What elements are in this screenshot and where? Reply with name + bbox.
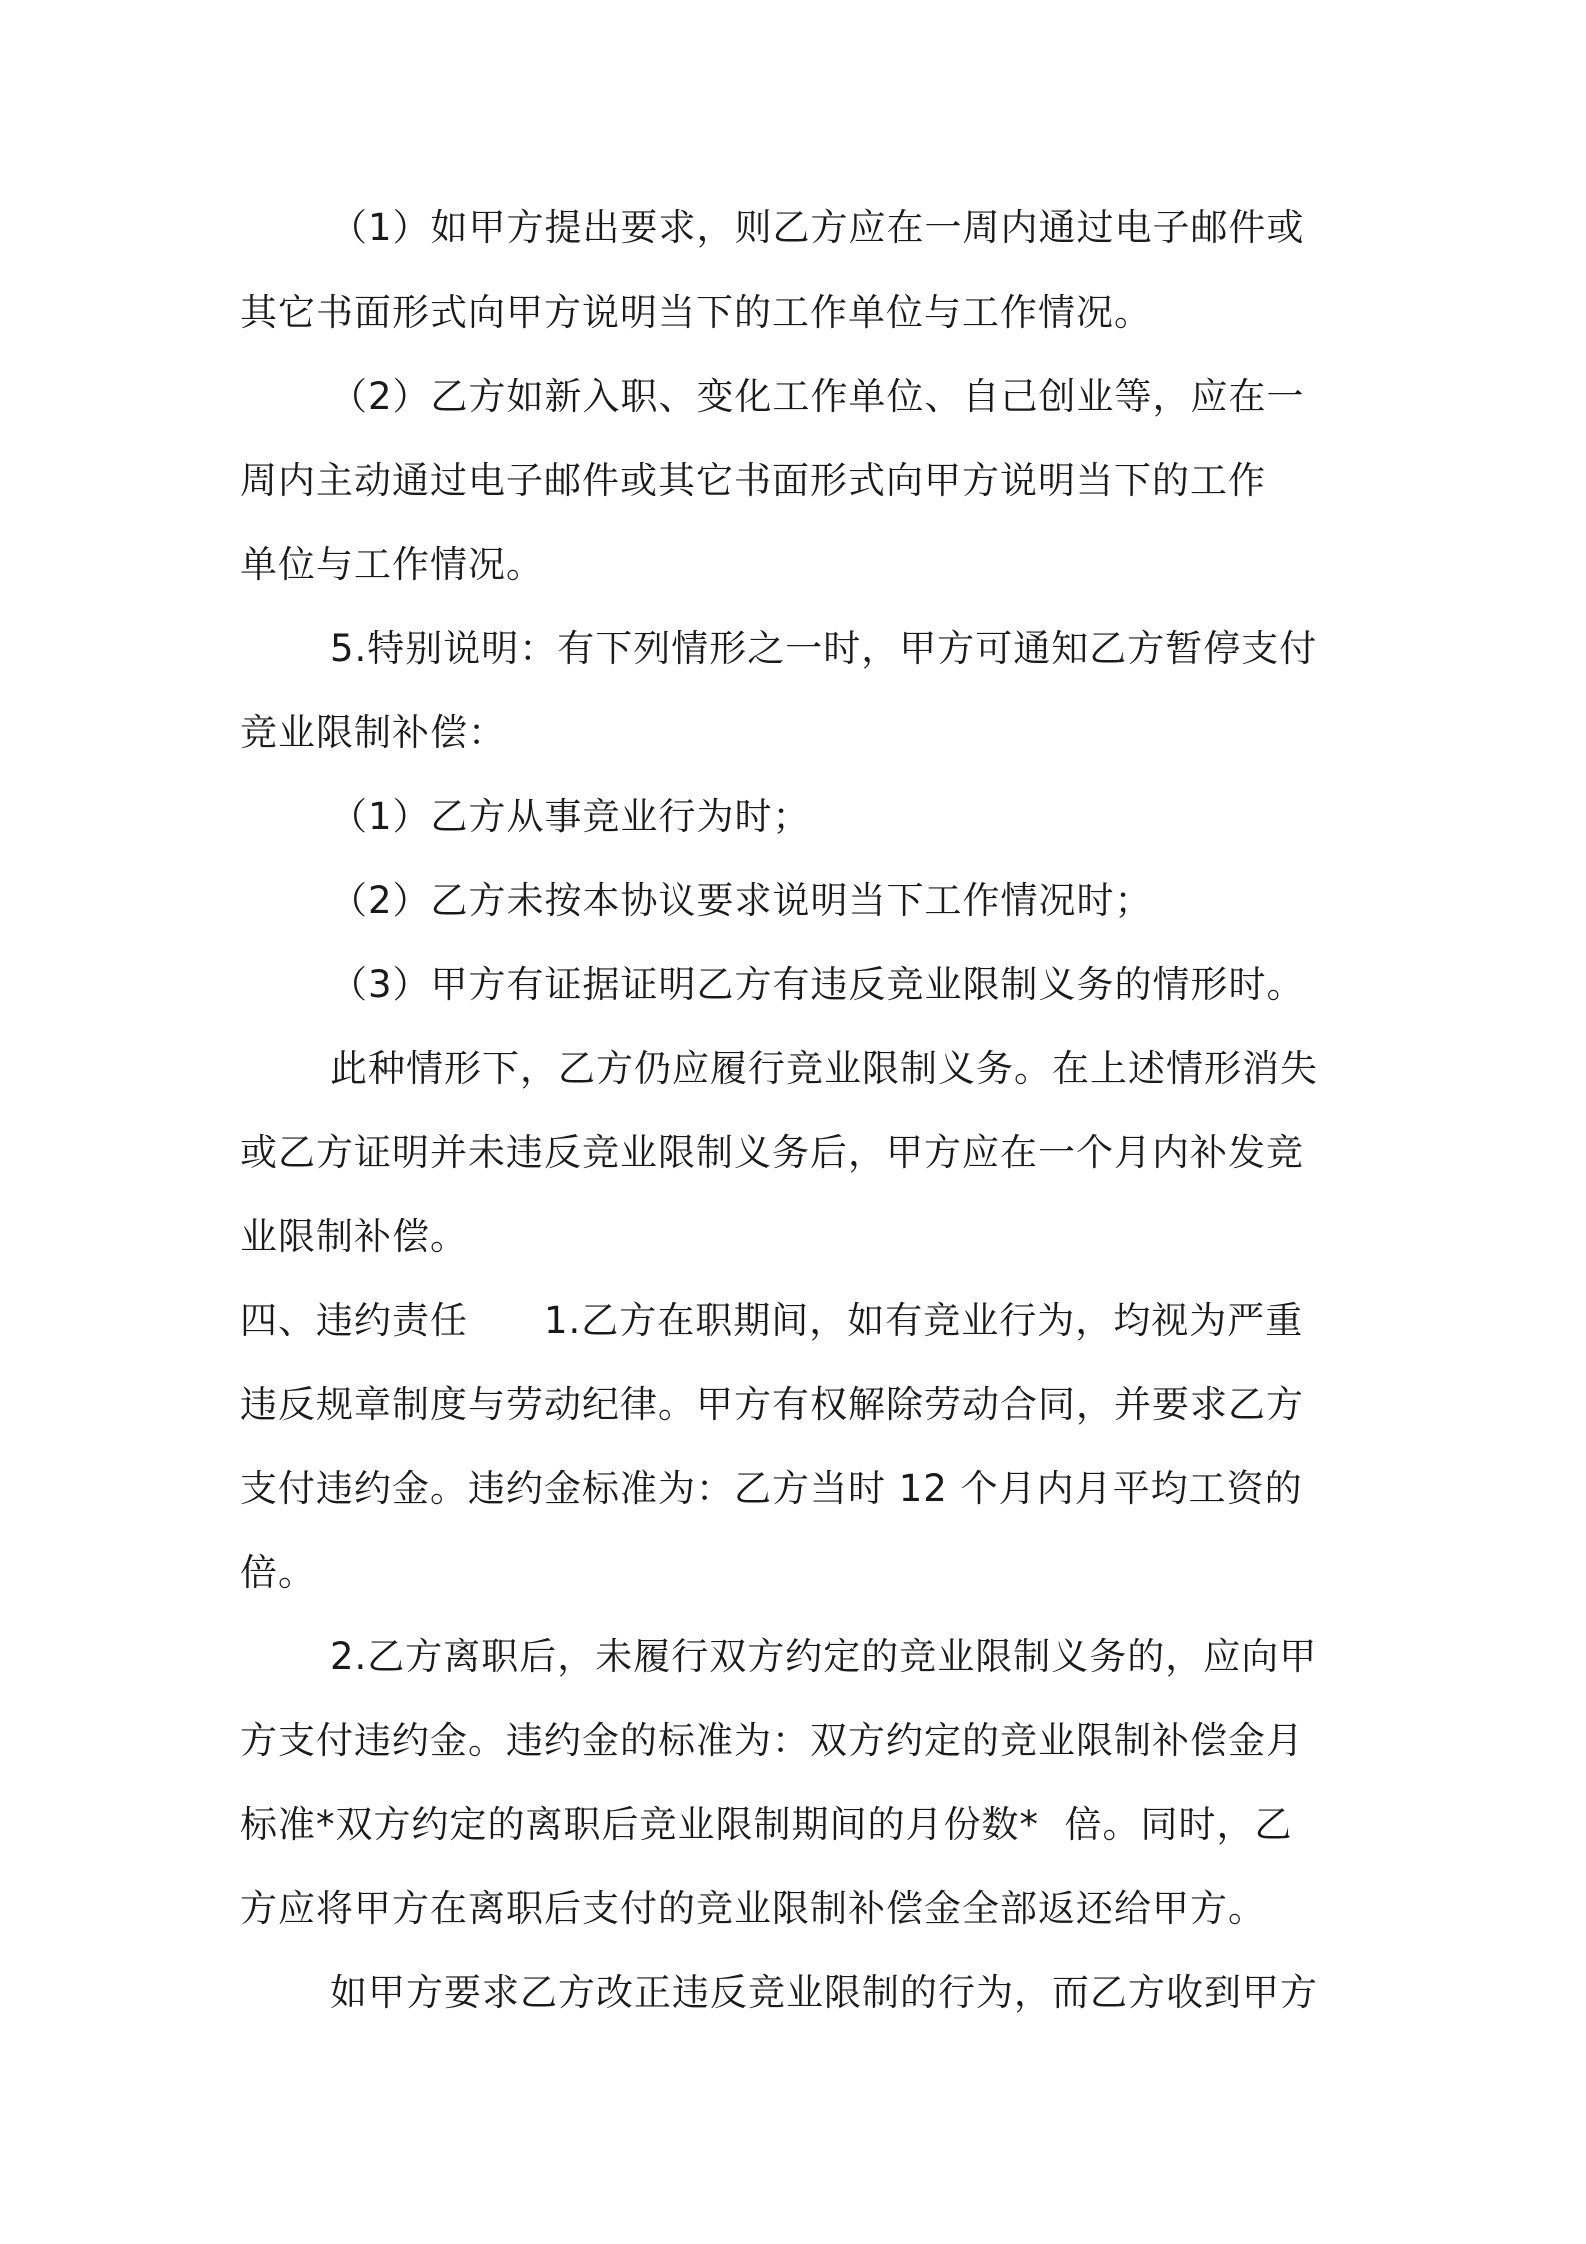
text-line: 如甲方要求乙方改正违反竞业限制的行为，而乙方收到甲方 bbox=[330, 1971, 1318, 2014]
section-heading-line: 四、违约责任 1.乙方在职期间，如有竞业行为，均视为严重 bbox=[240, 1299, 1304, 1342]
text-line: （3）甲方有证据证明乙方有违反竞业限制义务的情形时。 bbox=[330, 963, 1305, 1006]
text-line: 支付违约金。违约金标准为：乙方当时 12 个月内月平均工资的 bbox=[240, 1467, 1303, 1510]
text-line: （2）乙方未按本协议要求说明当下工作情况时； bbox=[330, 879, 1153, 922]
text-line: 业限制补偿。 bbox=[240, 1215, 468, 1258]
text-line: （1）如甲方提出要求，则乙方应在一周内通过电子邮件或 bbox=[330, 206, 1305, 249]
text-line: 5.特别说明：有下列情形之一时，甲方可通知乙方暂停支付 bbox=[330, 627, 1318, 670]
text-line: 2.乙方离职后，未履行双方约定的竞业限制义务的，应向甲 bbox=[330, 1635, 1318, 1678]
text-line: （1）乙方从事竞业行为时； bbox=[330, 795, 811, 838]
text-line: 竞业限制补偿： bbox=[240, 711, 506, 754]
text-line: 方应将甲方在离职后支付的竞业限制补偿金全部返还给甲方。 bbox=[240, 1887, 1266, 1930]
text-line: 单位与工作情况。 bbox=[240, 543, 544, 586]
text-line: 违反规章制度与劳动纪律。甲方有权解除劳动合同，并要求乙方 bbox=[240, 1383, 1304, 1426]
text-line: 或乙方证明并未违反竞业限制义务后，甲方应在一个月内补发竞 bbox=[240, 1131, 1304, 1174]
text-line: 周内主动通过电子邮件或其它书面形式向甲方说明当下的工作 bbox=[240, 459, 1266, 502]
text-line: 其它书面形式向甲方说明当下的工作单位与工作情况。 bbox=[240, 291, 1152, 334]
text-line: （2）乙方如新入职、变化工作单位、自己创业等，应在一 bbox=[330, 375, 1305, 418]
text-line: 倍。 bbox=[240, 1551, 316, 1594]
text-line: 方支付违约金。违约金的标准为：双方约定的竞业限制补偿金月 bbox=[240, 1719, 1304, 1762]
text-line: 标准*双方约定的离职后竞业限制期间的月份数* 倍。同时，乙 bbox=[240, 1803, 1293, 1846]
text-line: 此种情形下，乙方仍应履行竞业限制义务。在上述情形消失 bbox=[330, 1047, 1318, 1090]
